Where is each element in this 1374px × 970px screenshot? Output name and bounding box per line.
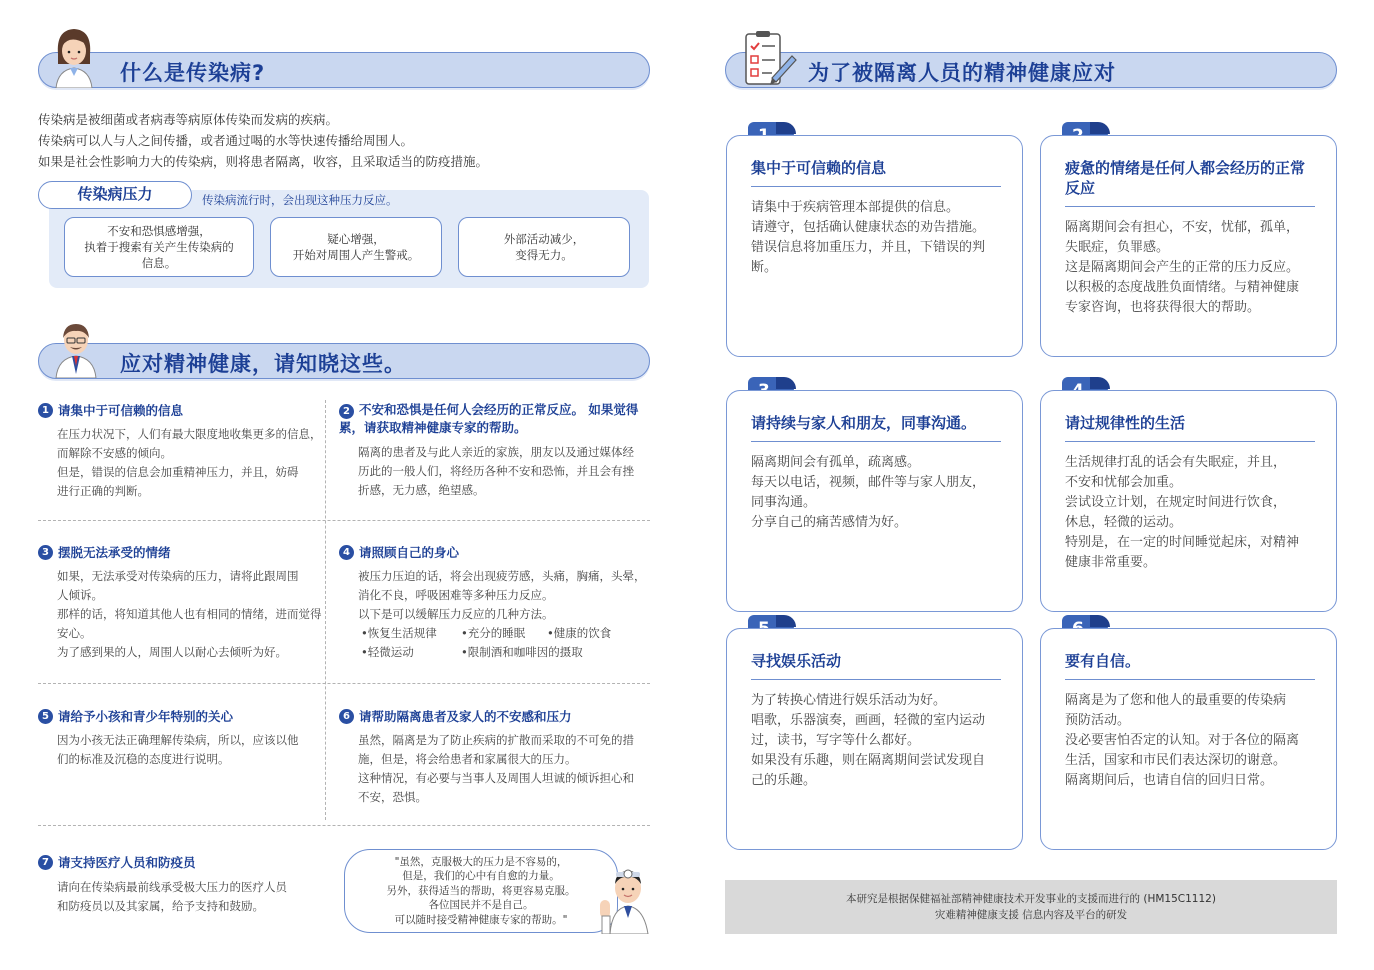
intro-text: 传染病可以人与人之间传播，或者通过喝的水等快速传播给周围人。 [38, 133, 414, 148]
tip-heading [38, 707, 233, 725]
section-title: 什么是传染病? [120, 61, 266, 85]
tip-body: 因为小孩无法正确理解传染病，所以，应该以他 们的标准及沉稳的态度进行说明。 [57, 733, 299, 766]
tip-title: 请帮助隔离患者及家人的不安感和压力 [359, 709, 572, 724]
card-title: 请持续与家人和朋友，同事沟通。 [751, 414, 977, 432]
method-item: •轻微运动 [361, 645, 414, 659]
advice-card [726, 628, 1023, 850]
advice-card [1040, 390, 1337, 612]
card-body: 为了转换心情进行娱乐活动为好。 唱歌，乐器演奏，画画，轻微的室内运动 过，读书，写字等什么都好。 如果没有乐趣，则在隔离期间尝试发现自 己的乐趣。 [751, 693, 986, 788]
tip-number: 5 [38, 709, 53, 724]
stress-reaction-box: 外部活动减少， 变得无力。 [458, 217, 630, 277]
quote-bubble: "虽然，克服极大的压力是不容易的， 但是，我们的心中有自愈的力量。 另外，获得适当的帮助，将更容易克服。 各位国民并不是自己。 可以随时接受精神健康专家的帮助。" [344, 849, 618, 933]
funding-footer [725, 880, 1337, 934]
tip-heading [38, 543, 171, 561]
card-title: 要有自信。 [1065, 652, 1141, 670]
card-divider [751, 441, 1001, 442]
card-title: 寻找娱乐活动 [751, 652, 842, 670]
stress-subtitle: 传染病流行时，会出现这种压力反应。 [202, 193, 398, 207]
stress-reaction-box: 疑心增强， 开始对周围人产生警戒。 [270, 217, 442, 277]
advice-card [1040, 135, 1337, 357]
card-body: 请集中于疾病管理本部提供的信息。 请遵守，包括确认健康状态的劝告措施。 错误信息将加重压力，并且，下错误的判断。 [751, 200, 986, 275]
row-divider [38, 825, 650, 826]
tip-number: 4 [339, 545, 354, 560]
tip-title: 请支持医疗人员和防疫员 [58, 855, 196, 870]
stress-reaction-box: 不安和恐惧感增强， 执着于搜索有关产生传染病的 信息。 [64, 217, 254, 277]
card-divider [1065, 441, 1315, 442]
card-title: 集中于可信赖的信息 [751, 159, 887, 177]
card-divider [1065, 206, 1315, 207]
card-body: 隔离期间会有孤单，疏离感。 每天以电话，视频，邮件等与家人朋友， 同事沟通。 分享自己的痛苦感情为好。 [751, 455, 986, 530]
card-title: 疲惫的情绪是任何人都会经历的正常反应 [1065, 159, 1306, 197]
card-title: 请过规律性的生活 [1065, 414, 1186, 432]
tip-body: 在压力状况下，人们有最大限度地收集更多的信息， 而解除不安感的倾向。 但是，错误的信息会加重精神压力，并且，妨碍 进行正确的判断。 [57, 427, 322, 498]
footer-line: 本研究是根据保健福祉部精神健康技术开发事业的支援而进行的 (HM15C1112) [846, 893, 1216, 905]
tip-body: 隔离的患者及与此人亲近的家族，朋友以及通过媒体经 历此的一般人们，将经历各种不安和恐怖，并且会有挫 折感，无力感，绝望感。 [358, 445, 634, 497]
checklist-icon [742, 30, 798, 88]
tip-heading [339, 707, 572, 725]
tip-body: 如果，无法承受对传染病的压力，请将此跟周围 人倾诉。 那样的话，将知道其他人也有相同的情绪，进而觉得 安心。 为了感到果的人，周围人以耐心去倾听为好。 [57, 569, 322, 659]
intro-text: 如果是社会性影响力大的传染病，则将患者隔离，收容，且采取适当的防疫措施。 [38, 154, 489, 169]
column-divider [325, 400, 326, 820]
tip-body: 虽然，隔离是为了防止疾病的扩散而采取的不可免的措 施，但是，将会给患者和家属很大的压力。 这种情况，有必要与当事人及周围人坦诚的倾诉担心和 不安，恐惧。 [358, 733, 634, 804]
section-title: 为了被隔离人员的精神健康应对 [808, 61, 1116, 85]
intro-text: 传染病是被细菌或者病毒等病原体传染而发病的疾病。 [38, 112, 339, 127]
tip-title: 请集中于可信赖的信息 [58, 403, 184, 418]
row-divider [38, 520, 650, 521]
row-divider [38, 683, 650, 684]
male-doctor-icon [52, 318, 100, 378]
tip-title: 请给予小孩和青少年特别的关心 [58, 709, 234, 724]
stress-tab: 传染病压力 [38, 181, 192, 209]
card-body: 生活规律打乱的话会有失眠症，并且， 不安和忧郁会加重。 尝试设立计划，在规定时间进行饮食， 休息，轻微的运动。 特别是，在一定的时间睡觉起床，对精神 健康非常重要。 [1065, 455, 1300, 570]
tip-heading [339, 401, 651, 437]
advice-card [1040, 628, 1337, 850]
advice-card [726, 390, 1023, 612]
tip-title: 摆脱无法承受的情绪 [58, 545, 171, 560]
tip-body: 请向在传染病最前线承受极大压力的医疗人员 和防疫员以及其家属，给予支持和鼓励。 [57, 880, 287, 913]
tip-number: 6 [339, 709, 354, 724]
tip-number: 7 [38, 855, 53, 870]
tip-title: 不安和恐惧是任何人会经历的正常反应。 如果觉得累，请获取精神健康专家的帮助。 [339, 402, 639, 435]
card-body: 隔离期间会有担心，不安，忧郁，孤单， 失眠症，负罪感。 这是隔离期间会产生的正常的压力反应。 以积极的态度战胜负面情绪。与精神健康 专家咨询，也将获得很大的帮助。 [1065, 220, 1300, 315]
tip-heading [339, 543, 459, 561]
tip-number: 2 [339, 404, 354, 419]
card-divider [751, 186, 1001, 187]
method-item: •健康的饮食 [547, 626, 612, 640]
card-body: 隔离是为了您和他人的最重要的传染病 预防活动。 没必要害怕否定的认知。对于各位的隔离 生活，国家和市民们表达深切的谢意。 隔离期间后，也请自信的回归日常。 [1065, 693, 1300, 788]
tip-number: 1 [38, 403, 53, 418]
method-item: •限制酒和咖啡因的摄取 [461, 645, 583, 659]
card-divider [1065, 679, 1315, 680]
tip-number: 3 [38, 545, 53, 560]
tip-title: 请照顾自己的身心 [359, 545, 460, 560]
section-title: 应对精神健康，请知晓这些。 [120, 352, 406, 376]
tip-heading [38, 401, 183, 419]
method-item: •充分的睡眠 [461, 626, 526, 640]
tip-body: 被压力压迫的话，将会出现疲劳感，头痛，胸痛，头晕， 消化不良，呼吸困难等多种压力反应。 以下是可以缓解压力反应的几种方法。 [358, 569, 646, 621]
advice-card [726, 135, 1023, 357]
footer-line: 灾难精神健康支援 信息内容及平台的研发 [934, 909, 1128, 921]
card-divider [751, 679, 1001, 680]
method-item: •恢复生活规律 [361, 626, 437, 640]
waving-doctor-icon [596, 862, 654, 934]
female-doctor-icon [50, 24, 98, 88]
tip-heading [38, 853, 196, 871]
